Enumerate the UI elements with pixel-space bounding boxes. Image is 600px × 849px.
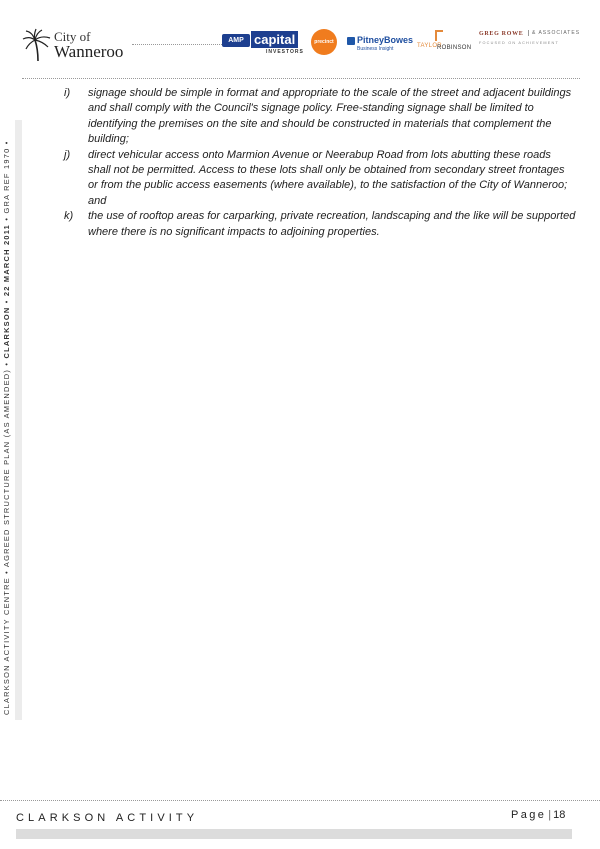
footer-rule (0, 800, 600, 801)
taylor-text: TAYLOR (417, 43, 442, 49)
header-rule (22, 78, 580, 79)
side-strip (15, 120, 22, 720)
amp-capital-logo (222, 31, 304, 55)
side-running-title (2, 140, 11, 715)
list-item (64, 86, 576, 148)
taylor-robinson-logo (417, 30, 477, 56)
side-sep-1: • (2, 569, 11, 574)
list-marker: i) (64, 87, 71, 99)
logo-city-name: Wanneroo (54, 42, 124, 61)
side-sep-3: • (2, 299, 11, 304)
side-sep-2: • (2, 361, 11, 366)
side-part-4: 22 MARCH 2011 (2, 223, 11, 297)
document-body (64, 86, 576, 240)
amp-name: capital (251, 31, 298, 48)
footer-bar (16, 829, 572, 839)
page-header (0, 0, 600, 78)
side-part-5: GRA REF 1970 (2, 147, 11, 214)
list-text: signage should be simple in format and appropriate to the scale of the street and adjacent buildings and shall comply with the Council's signage policy. Free-standing signage shall be limited to identifying the premises on the site and should be constructed in materials that complement the building; (88, 87, 572, 146)
tree-icon (22, 28, 54, 62)
side-sep-5: • (2, 140, 11, 145)
list-text: the use of rooftop areas for carparking, private recreation, landscaping and the like will be supported where there is no significant impacts to adjoining properties. (88, 210, 576, 238)
city-of-wanneroo-logo (22, 28, 132, 64)
list-marker: k) (64, 210, 74, 223)
page-label: Page (511, 809, 547, 821)
taylor-robinson-mark-icon (435, 30, 443, 41)
list-item (64, 209, 576, 240)
side-part-1: CLARKSON ACTIVITY CENTRE (2, 577, 11, 715)
page-separator: | (548, 809, 552, 821)
list-marker: j) (64, 148, 71, 161)
page-number (511, 809, 565, 821)
robinson-text: ROBINSON (437, 45, 472, 51)
pitney-bowes-icon (347, 37, 355, 45)
pitney-sub: Business Insight (357, 46, 394, 52)
side-part-2: AGREED STRUCTURE PLAN (AS AMENDED) (2, 368, 11, 568)
footer-title: CLARKSON ACTIVITY (16, 812, 199, 824)
side-part-3: CLARKSON (2, 306, 11, 359)
list-item (64, 148, 576, 210)
header-dotted-leader (132, 44, 222, 45)
amp-badge: AMP (222, 34, 250, 47)
greg-rowe-logo (479, 31, 579, 51)
greg-tagline: FOCUSED ON ACHIEVEMENT (479, 41, 559, 45)
greg-name: GREG ROWE (479, 31, 524, 37)
precinct-logo: precinct (311, 29, 337, 55)
amp-sub: INVESTORS (266, 49, 304, 55)
logo-city-of: City of (54, 29, 91, 44)
greg-assoc: & ASSOCIATES (528, 30, 580, 36)
list-text: direct vehicular access onto Marmion Avenue or Neerabup Road from lots abutting these roads shall not be permitted. Access to these lots shall only be obtained from secondary street frontages or from the public access easements (where available), to the satisfaction of the City of Wanneroo; and (88, 148, 568, 207)
page-number-value: 18 (553, 809, 566, 821)
pitney-name: PitneyBowes (357, 35, 414, 45)
pitney-bowes-logo (347, 36, 417, 56)
side-sep-4: • (2, 216, 11, 221)
